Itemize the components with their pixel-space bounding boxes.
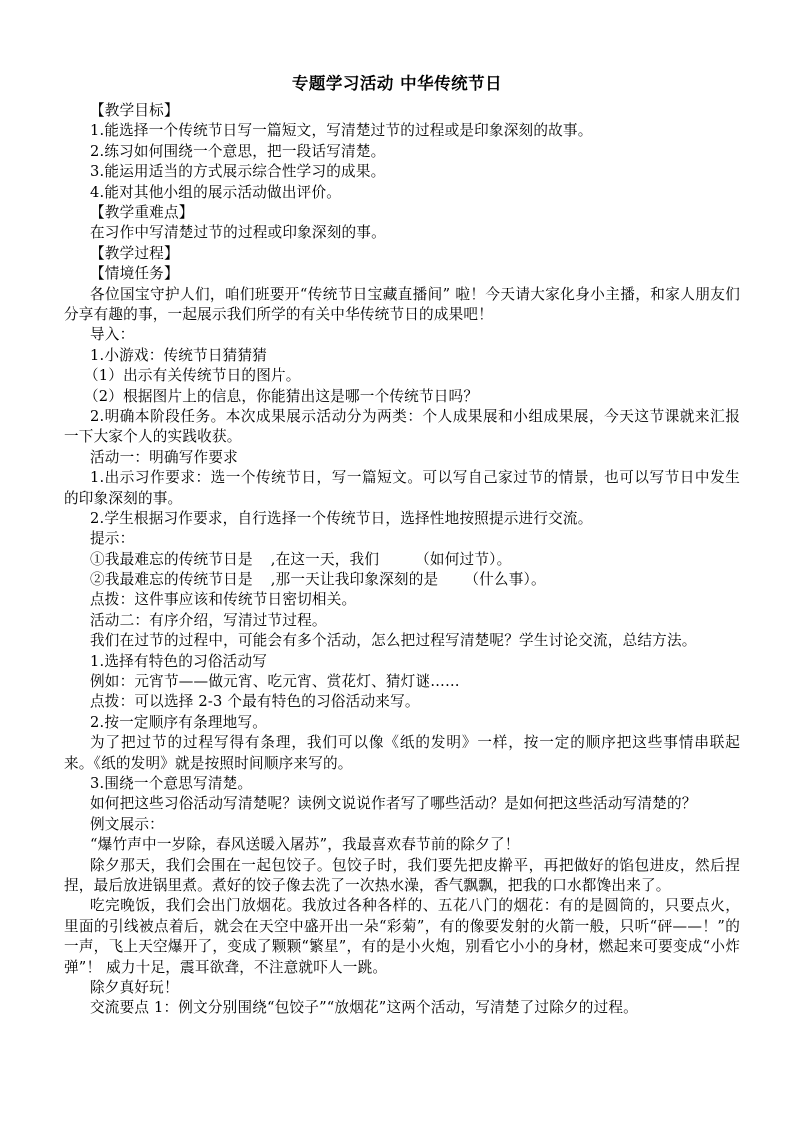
- essay-paragraph: 除夕真好玩！: [90, 979, 179, 997]
- document-body: [64, 101, 740, 1019]
- focus-text: 在习作中写清楚过节的过程或印象深刻的事。: [90, 224, 386, 242]
- process-heading: 【教学过程】: [90, 244, 179, 262]
- example-label: 例文展示：: [90, 815, 164, 833]
- hint-text: ,那一天让我印象深刻的是: [270, 571, 439, 589]
- objective-item: 3.能运用适当的方式展示综合性学习的成果。: [90, 163, 386, 181]
- focus-heading: 【教学重难点】: [90, 203, 194, 221]
- essay-paragraph: “爆竹声中一岁除，春风送暖入屠苏”，我最喜欢春节前的除夕了！: [90, 836, 520, 854]
- exchange-point: 交流要点 1：例文分别围绕“包饺子”“放烟花”这两个活动，写清楚了过除夕的过程。: [90, 999, 638, 1017]
- page-title: 专题学习活动 中华传统节日: [291, 74, 503, 93]
- activity1-choose: 2.学生根据习作要求，自行选择一个传统节日，选择性地按照提示进行交流。: [90, 509, 593, 527]
- example-text: 例如：元宵节——做元宵、吃元宵、赏花灯、猜灯谜……: [90, 673, 460, 691]
- method-heading: 3.围绕一个意思写清楚。: [90, 775, 253, 793]
- order-paragraph: 为了把过节的过程写得有条理，我们可以像《纸的发明》一样，按一定的顺序把这些事情串联起来。《纸的发明》就是按照时间顺序来写的。: [64, 734, 740, 772]
- essay-paragraph: 吃完晚饭，我们会出门放烟花。我放过各种各样的、五花八门的烟花：有的是圆筒的，只要点火，里面的引线被点着后，就会在天空中盛开出一朵“彩菊”，有的像要发射的火箭一般，只听“砰——！”的一声，飞上天空爆开了，变成了颗颗“繁星”，有的是小火炮，别看它小小的身材，燃起来可要变成“小炸弹”！ 威力十足，震耳欲聋，不注意就吓人一跳。: [64, 897, 740, 976]
- hint-line-2: [64, 570, 740, 590]
- game-step: （1）出示有关传统节日的图片。: [84, 367, 301, 385]
- objectives-heading: 【教学目标】: [90, 102, 179, 119]
- objective-item: 1.能选择一个传统节日写一篇短文，写清楚过节的过程或是印象深刻的故事。: [90, 122, 593, 140]
- task-paragraph: 各位国宝守护人们，咱们班要开“传统节日宝藏直播间” 啦！今天请大家化身小主播，和家人朋友们分享有趣的事，一起展示我们所学的有关中华传统节日的成果吧！: [64, 285, 740, 323]
- method-heading: 1.选择有特色的习俗活动写: [90, 652, 268, 670]
- game-title: 1.小游戏：传统节日猜猜猜: [90, 346, 268, 364]
- method-heading: 2.按一定顺序有条理地写。: [90, 713, 268, 731]
- stage-task-paragraph: 2.明确本阶段任务。本次成果展示活动分为两类：个人成果展和小组成果展，今天这节课就来汇报一下大家个人的实践收获。: [64, 407, 740, 446]
- activity1-requirement: 1.出示习作要求：选一个传统节日，写一篇短文。可以写自己家过节的情景，也可以写节日中发生的印象深刻的事。: [64, 469, 740, 507]
- hint-text: ①我最难忘的传统节日是: [90, 550, 253, 568]
- tip-text: 点拨：可以选择 2-3 个最有特色的习俗活动来写。: [90, 693, 420, 711]
- objective-item: 2.练习如何围绕一个意思，把一段话写清楚。: [90, 142, 386, 160]
- hint-label: 提示：: [90, 530, 135, 548]
- activity2-text: 我们在过节的过程中，可能会有多个活动，怎么把过程写清楚呢？学生讨论交流，总结方法。: [90, 632, 697, 650]
- hint-text: （什么事）。: [464, 571, 546, 589]
- hint-text: ②我最难忘的传统节日是: [90, 571, 253, 589]
- intro-label: 导入：: [90, 326, 135, 344]
- task-heading: 【情境任务】: [90, 265, 179, 283]
- tip-text: 点拨：这件事应该和传统节日密切相关。: [90, 591, 357, 609]
- activity1-title: 活动一：明确写作要求: [90, 448, 238, 466]
- hint-text: ,在这一天，我们: [270, 550, 380, 568]
- hint-text: （如何过节）。: [415, 550, 512, 568]
- game-step: （2）根据图片上的信息，你能猜出这是哪一个传统节日吗？: [84, 387, 479, 405]
- question-paragraph: 如何把这些习俗活动写清楚呢？读例文说说作者写了哪些活动？是如何把这些活动写清楚的？: [90, 795, 697, 813]
- objective-item: 4.能对其他小组的展示活动做出评价。: [90, 183, 342, 201]
- activity2-title: 活动二：有序介绍，写清过节过程。: [90, 611, 327, 629]
- hint-line-1: [64, 550, 740, 570]
- essay-paragraph: 除夕那天，我们会围在一起包饺子。包饺子时，我们要先把皮擀平，再把做好的馅包进皮，然后捏捏，最后放进锅里煮。煮好的饺子像去洗了一次热水澡，香气飘飘，把我的口水都馋出来了。: [64, 856, 740, 894]
